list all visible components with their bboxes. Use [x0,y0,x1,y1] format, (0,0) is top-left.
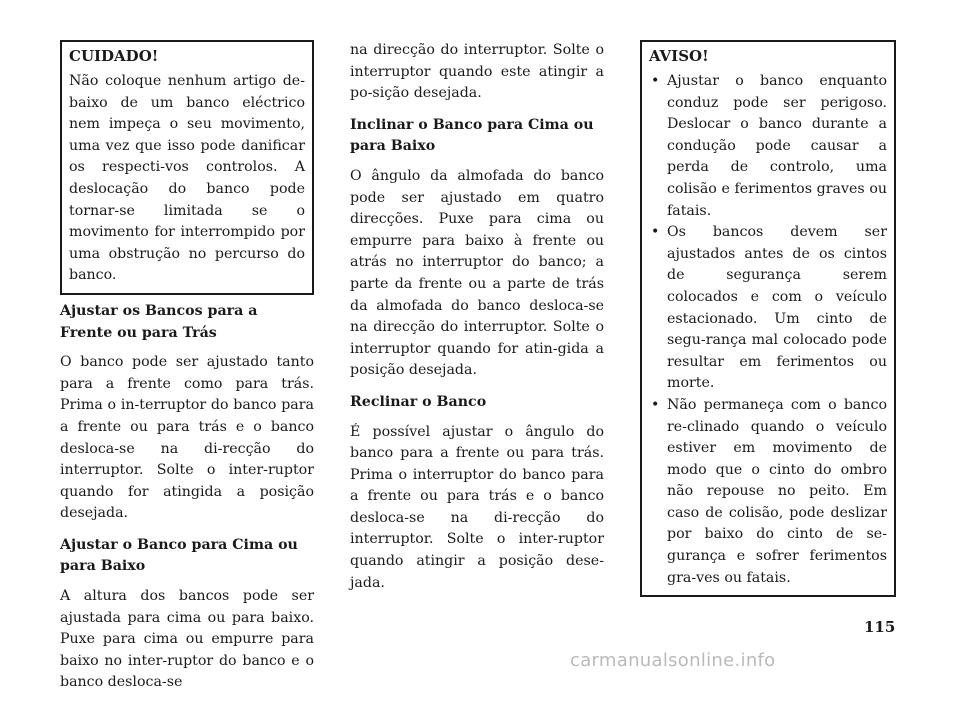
warning-item [649,71,887,222]
bullet-icon: • [651,396,660,413]
section-heading-forward-back: Ajustar os Bancos para a Frente ou para Trás [60,302,258,341]
section-heading-recline: Reclinar o Banco [350,393,487,410]
watermark-text: carmanualsonline.info [570,650,776,671]
warning-title: AVISO! [649,47,709,65]
warning-list [649,71,887,589]
warning-item-text: Ajustar o banco enquanto conduz pode ser perigoso. Deslocar o banco durante a condução pode causar a perda de controlo, uma colisão e ferimentos graves ou fatais. [667,73,887,219]
warning-item-text: Os bancos devem ser ajustados antes de os cintos de segurança serem colocados e com o veículo estacionado. Um cinto de segu-rança mal colocado pode resultar em ferimentos ou morte. [667,224,887,392]
section-text-forward-back: O banco pode ser ajustado tanto para a frente como para trás. Prima o in-terruptor do banco para a frente ou para trás e o banco desloca-se na di-recção do interruptor. Solte o inter-ruptor quando for atingida a posição desejada. [60,354,314,522]
section-text-tilt: O ângulo da almofada do banco pode ser ajustado em quatro direcções. Puxe para cima ou empurre para baixo à frente ou atrás no interruptor do banco; a parte da frente ou a parte de trás da almofada do banco desloca-se na direcção do interruptor. Solte o interruptor quando for atin-gida a posição desejada. [350,167,604,379]
section-heading-tilt: Inclinar o Banco para Cima ou para Baixo [350,116,594,155]
page-number: 115 [864,618,896,636]
warning-item [649,222,887,395]
caution-title: CUIDADO! [69,47,159,65]
section-text-up-down: A altura dos bancos pode ser ajustada para cima ou para baixo. Puxe para cima ou empurre para baixo no inter-ruptor do banco e o banco desloca-se [60,588,314,691]
left-column [60,40,314,704]
section-text-recline: É possível ajustar o ângulo do banco para a frente ou para trás. Prima o interruptor do banco para a frente ou para trás e o banco desloca-se na di-recção do interruptor. Solte o inter-ruptor quando atingir a posição dese-jada. [350,423,604,591]
right-column [640,40,894,603]
caution-box [60,40,314,295]
bullet-icon: • [651,73,660,89]
middle-column [350,40,604,604]
continued-text: na direcção do interruptor. Solte o interruptor quando este atingir a po-sição desejada. [350,42,604,102]
warning-item-text: Não permaneça com o banco re-clinado quando o veículo estiver em movimento de modo que o cinto do ombro não repouse no peito. Em caso de colisão, pode deslizar por baixo do cinto de se-gurança e sofrer ferimentos gra-ves ou fatais. [667,396,887,586]
bullet-icon: • [651,224,660,241]
warning-item [649,395,887,589]
section-heading-up-down: Ajustar o Banco para Cima ou para Baixo [60,536,298,575]
warning-box [640,40,896,597]
caution-text: Não coloque nenhum artigo de-baixo de um banco eléctrico nem impeça o seu movimento, uma vez que isso pode danificar os respecti-vos controlos. A deslocação do banco pode tornar-se limitada se o movimento for interrompido por uma obstrução no percurso do banco. [69,73,305,284]
